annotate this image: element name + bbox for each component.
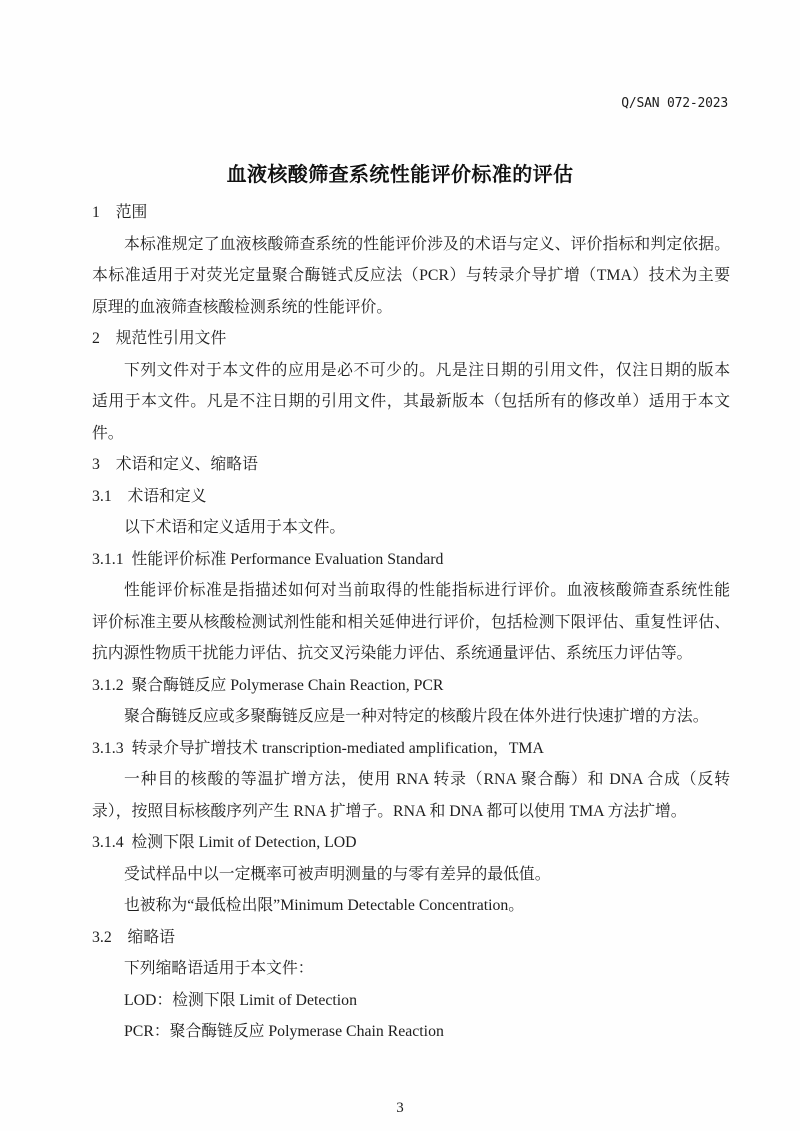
doc-line: 3.1.4 检测下限 Limit of Detection, LOD [92, 834, 357, 851]
doc-line: 下列文件对于本文件的应用是必不可少的。凡是注日期的引用文件，仅注日期的版本 [124, 361, 730, 379]
doc-line: 本标准适用于对荧光定量聚合酶链式反应法（PCR）与转录介导扩增（TMA）技术为主要 [92, 267, 730, 284]
doc-line: 3.1.1 性能评价标准 Performance Evaluation Standard [92, 550, 444, 568]
doc-line: 3.1.3 转录介导扩增技术 transcription-mediated amplification，TMA [92, 739, 544, 757]
doc-line: 3.1.2 聚合酶链反应 Polymerase Chain Reaction, PCR [92, 676, 444, 694]
doc-line: 也被称为“最低检出限”Minimum Detectable Concentration。 [124, 897, 525, 914]
doc-line: 1 范围 [92, 204, 148, 221]
doc-line: 3 术语和定义、缩略语 [92, 456, 258, 473]
doc-line: 原理的血液筛查核酸检测系统的性能评价。 [92, 298, 393, 316]
document-title: 血液核酸筛查系统性能评价标准的评估 [226, 164, 574, 186]
doc-line: 2 规范性引用文件 [92, 330, 227, 347]
doc-line: 聚合酶链反应或多聚酶链反应是一种对特定的核酸片段在体外进行快速扩增的方法。 [124, 708, 709, 725]
doc-line: 性能评价标准是指描述如何对当前取得的性能指标进行评价。血液核酸筛查系统性能 [124, 582, 730, 599]
doc-line: 3.1 术语和定义 [92, 487, 207, 505]
doc-line: 录），按照目标核酸序列产生 RNA 扩增子。RNA 和 DNA 都可以使用 TMA 方法扩增。 [92, 802, 687, 820]
doc-line: 以下术语和定义适用于本文件。 [124, 519, 346, 536]
doc-line: 3.2 缩略语 [92, 928, 175, 946]
doc-line: PCR：聚合酶链反应 Polymerase Chain Reaction [124, 1023, 444, 1040]
doc-line: 本标准规定了血液核酸筛查系统的性能评价涉及的术语与定义、评价指标和判定依据。 [124, 235, 730, 253]
doc-line: 抗内源性物质干扰能力评估、抗交叉污染能力评估、系统通量评估、系统压力评估等。 [92, 645, 693, 662]
doc-line: 受试样品中以一定概率可被声明测量的与零有差异的最低值。 [124, 865, 551, 883]
doc-line: 评价标准主要从核酸检测试剂性能和相关延伸进行评价，包括检测下限评估、重复性评估、 [92, 613, 730, 631]
doc-line: 件。 [92, 424, 124, 442]
doc-line: 下列缩略语适用于本文件： [124, 960, 314, 977]
doc-line: 一种目的核酸的等温扩增方法，使用 RNA 转录（RNA 聚合酶）和 DNA 合成（反转 [124, 771, 730, 788]
doc-line: 适用于本文件。凡是不注日期的引用文件，其最新版本（包括所有的修改单）适用于本文 [92, 393, 730, 410]
document-code: Q/SAN 072-2023 [621, 96, 728, 111]
document-body [92, 197, 730, 1048]
doc-line: LOD：检测下限 Limit of Detection [124, 991, 357, 1009]
page-number: 3 [396, 1100, 404, 1116]
